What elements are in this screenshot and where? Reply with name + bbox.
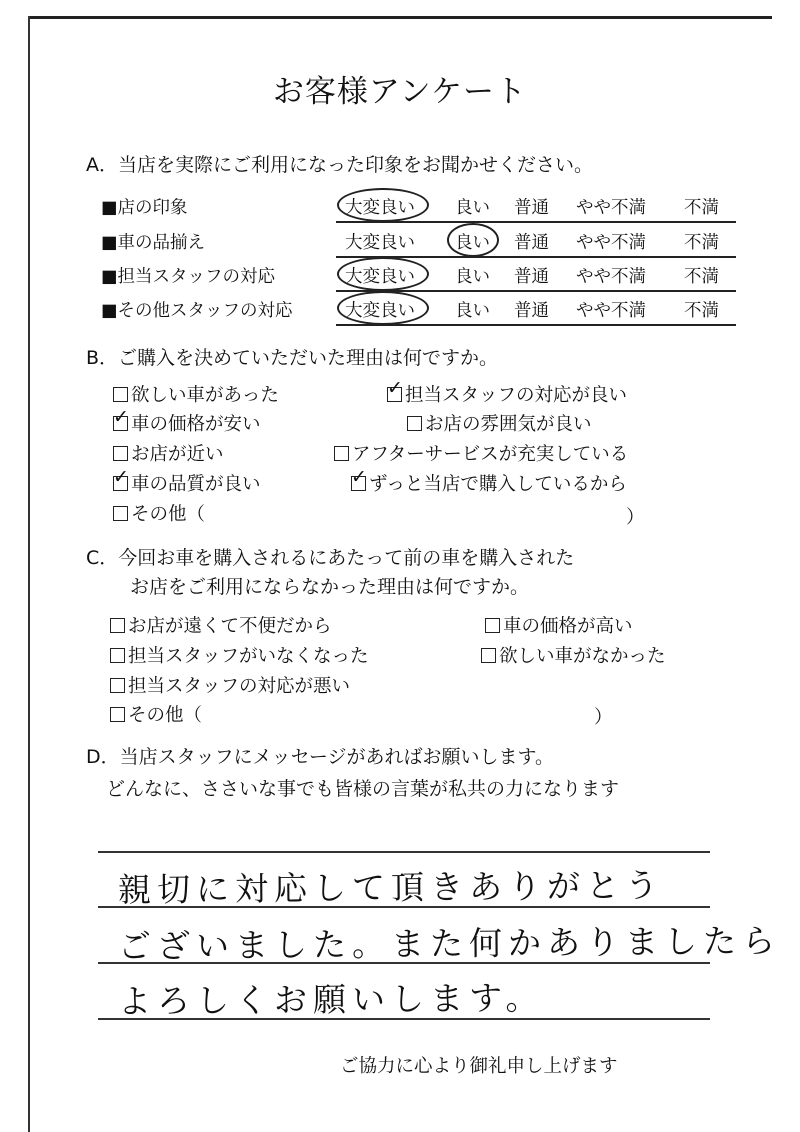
frame-top-border: [28, 16, 772, 19]
rating-option[interactable]: 普通: [514, 267, 549, 287]
rating-option[interactable]: やや不満: [576, 198, 646, 218]
checkbox-checked[interactable]: [351, 466, 367, 491]
section-b-other-close: ）: [626, 507, 645, 528]
section-c-question-line2: お店をご利用にならなかった理由は何ですか。: [130, 576, 530, 598]
checkbox-label: お店の雰囲気が良い: [425, 414, 592, 435]
checkbox-item[interactable]: [351, 466, 627, 496]
rating-row-underline: [336, 324, 736, 326]
checkbox-item[interactable]: [110, 642, 369, 668]
rating-option[interactable]: 大変良い: [345, 198, 415, 218]
checkbox-item[interactable]: [481, 642, 666, 668]
rating-option[interactable]: 普通: [514, 198, 549, 218]
rating-option[interactable]: 良い: [455, 233, 490, 253]
checkbox-label: ずっと当店で購入しているから: [369, 474, 627, 495]
checkbox-empty[interactable]: [485, 618, 500, 633]
checkbox-empty[interactable]: [334, 446, 349, 461]
check-mark-icon: ✓: [351, 466, 367, 488]
checkbox-label: 担当スタッフがいなくなった: [128, 646, 369, 667]
checkbox-label: 欲しい車がなかった: [499, 646, 666, 667]
rating-row-label: ■店の印象: [101, 198, 188, 218]
rating-option[interactable]: 良い: [455, 267, 490, 287]
rating-option[interactable]: 不満: [684, 233, 719, 253]
check-mark-icon: ✓: [113, 406, 129, 428]
checkbox-item[interactable]: [113, 500, 205, 526]
checkbox-label: お店が遠くて不便だから: [128, 616, 332, 637]
selected-circle-mark: [337, 257, 429, 291]
checkbox-empty[interactable]: [110, 707, 125, 722]
checkbox-checked[interactable]: [113, 466, 129, 491]
checkbox-checked[interactable]: [113, 406, 129, 431]
checkbox-empty[interactable]: [110, 648, 125, 663]
checkbox-item[interactable]: [387, 377, 628, 407]
rating-row-label: ■担当スタッフの対応: [101, 267, 276, 287]
checkbox-item[interactable]: [113, 466, 261, 496]
check-mark-icon: ✓: [113, 466, 129, 488]
checkbox-empty[interactable]: [113, 387, 128, 402]
checkbox-label: 欲しい車があった: [131, 385, 279, 406]
checkbox-item[interactable]: [113, 440, 224, 466]
handwritten-line-3: よろしくお願いします。: [117, 978, 545, 1021]
section-d-question-line2: どんなに、ささいな事でも皆様の言葉が私共の力になります: [106, 778, 620, 800]
rating-option[interactable]: 不満: [684, 301, 719, 321]
rating-option[interactable]: やや不満: [576, 301, 646, 321]
checkbox-label: 担当スタッフの対応が悪い: [128, 676, 351, 697]
checkbox-item[interactable]: [110, 612, 332, 638]
selected-circle-mark: [337, 188, 429, 222]
rating-option[interactable]: 良い: [455, 301, 490, 321]
selected-circle-mark: [337, 291, 429, 325]
checkbox-item[interactable]: [113, 406, 261, 436]
rating-option[interactable]: 普通: [514, 301, 549, 321]
checkbox-empty[interactable]: [110, 618, 125, 633]
checkbox-label: お店が近い: [131, 444, 224, 465]
checkbox-label: 車の品質が良い: [131, 474, 261, 495]
checkbox-empty[interactable]: [481, 648, 496, 663]
rating-option[interactable]: 大変良い: [345, 301, 415, 321]
section-a-question: A．当店を実際にご利用になった印象をお聞かせください。: [86, 154, 593, 176]
rating-row-label: ■その他スタッフの対応: [101, 301, 293, 321]
section-b-question: B．ご購入を決めていただいた理由は何ですか。: [86, 347, 499, 369]
checkbox-empty[interactable]: [407, 416, 422, 431]
rating-option[interactable]: 不満: [684, 198, 719, 218]
rating-option[interactable]: 大変良い: [345, 233, 415, 253]
footer-thanks: ご協力に心より御礼申し上げます: [340, 1056, 618, 1077]
checkbox-label: その他（: [128, 705, 203, 726]
checkbox-checked[interactable]: [387, 377, 403, 402]
checkbox-label: 担当スタッフの対応が良い: [405, 385, 628, 406]
checkbox-empty[interactable]: [113, 446, 128, 461]
section-c-other-close: ）: [594, 707, 613, 728]
selected-circle-mark: [447, 223, 499, 257]
page-title: お客様アンケート: [272, 74, 528, 110]
rating-option[interactable]: やや不満: [576, 267, 646, 287]
rating-option[interactable]: 普通: [514, 233, 549, 253]
checkbox-label: その他（: [131, 504, 206, 525]
checkbox-item[interactable]: [485, 612, 633, 638]
check-mark-icon: ✓: [387, 377, 403, 399]
rating-option[interactable]: やや不満: [576, 233, 646, 253]
section-c-question-line1: C．今回お車を購入されるにあたって前の車を購入された: [86, 547, 575, 569]
checkbox-item[interactable]: [110, 672, 350, 698]
checkbox-item[interactable]: [113, 381, 279, 407]
rating-option[interactable]: 不満: [684, 267, 719, 287]
handwritten-line-2: ございました。また何かありましたら: [117, 921, 782, 966]
checkbox-empty[interactable]: [113, 506, 128, 521]
handwritten-line-1: 親切に対応して頂きありがとう: [117, 865, 665, 910]
section-d-question-line1: D．当店スタッフにメッセージがあればお願いします。: [86, 746, 554, 768]
checkbox-empty[interactable]: [110, 678, 125, 693]
checkbox-item[interactable]: [407, 410, 592, 436]
write-line: [98, 851, 710, 853]
rating-row-underline: [336, 221, 736, 223]
rating-option[interactable]: 大変良い: [345, 267, 415, 287]
checkbox-item[interactable]: [110, 701, 202, 727]
checkbox-label: 車の価格が安い: [131, 414, 261, 435]
checkbox-item[interactable]: [334, 440, 628, 466]
checkbox-label: 車の価格が高い: [503, 616, 633, 637]
rating-row-label: ■車の品揃え: [101, 233, 206, 253]
checkbox-label: アフターサービスが充実している: [352, 444, 629, 465]
rating-option[interactable]: 良い: [455, 198, 490, 218]
frame-left-border: [28, 16, 30, 1132]
